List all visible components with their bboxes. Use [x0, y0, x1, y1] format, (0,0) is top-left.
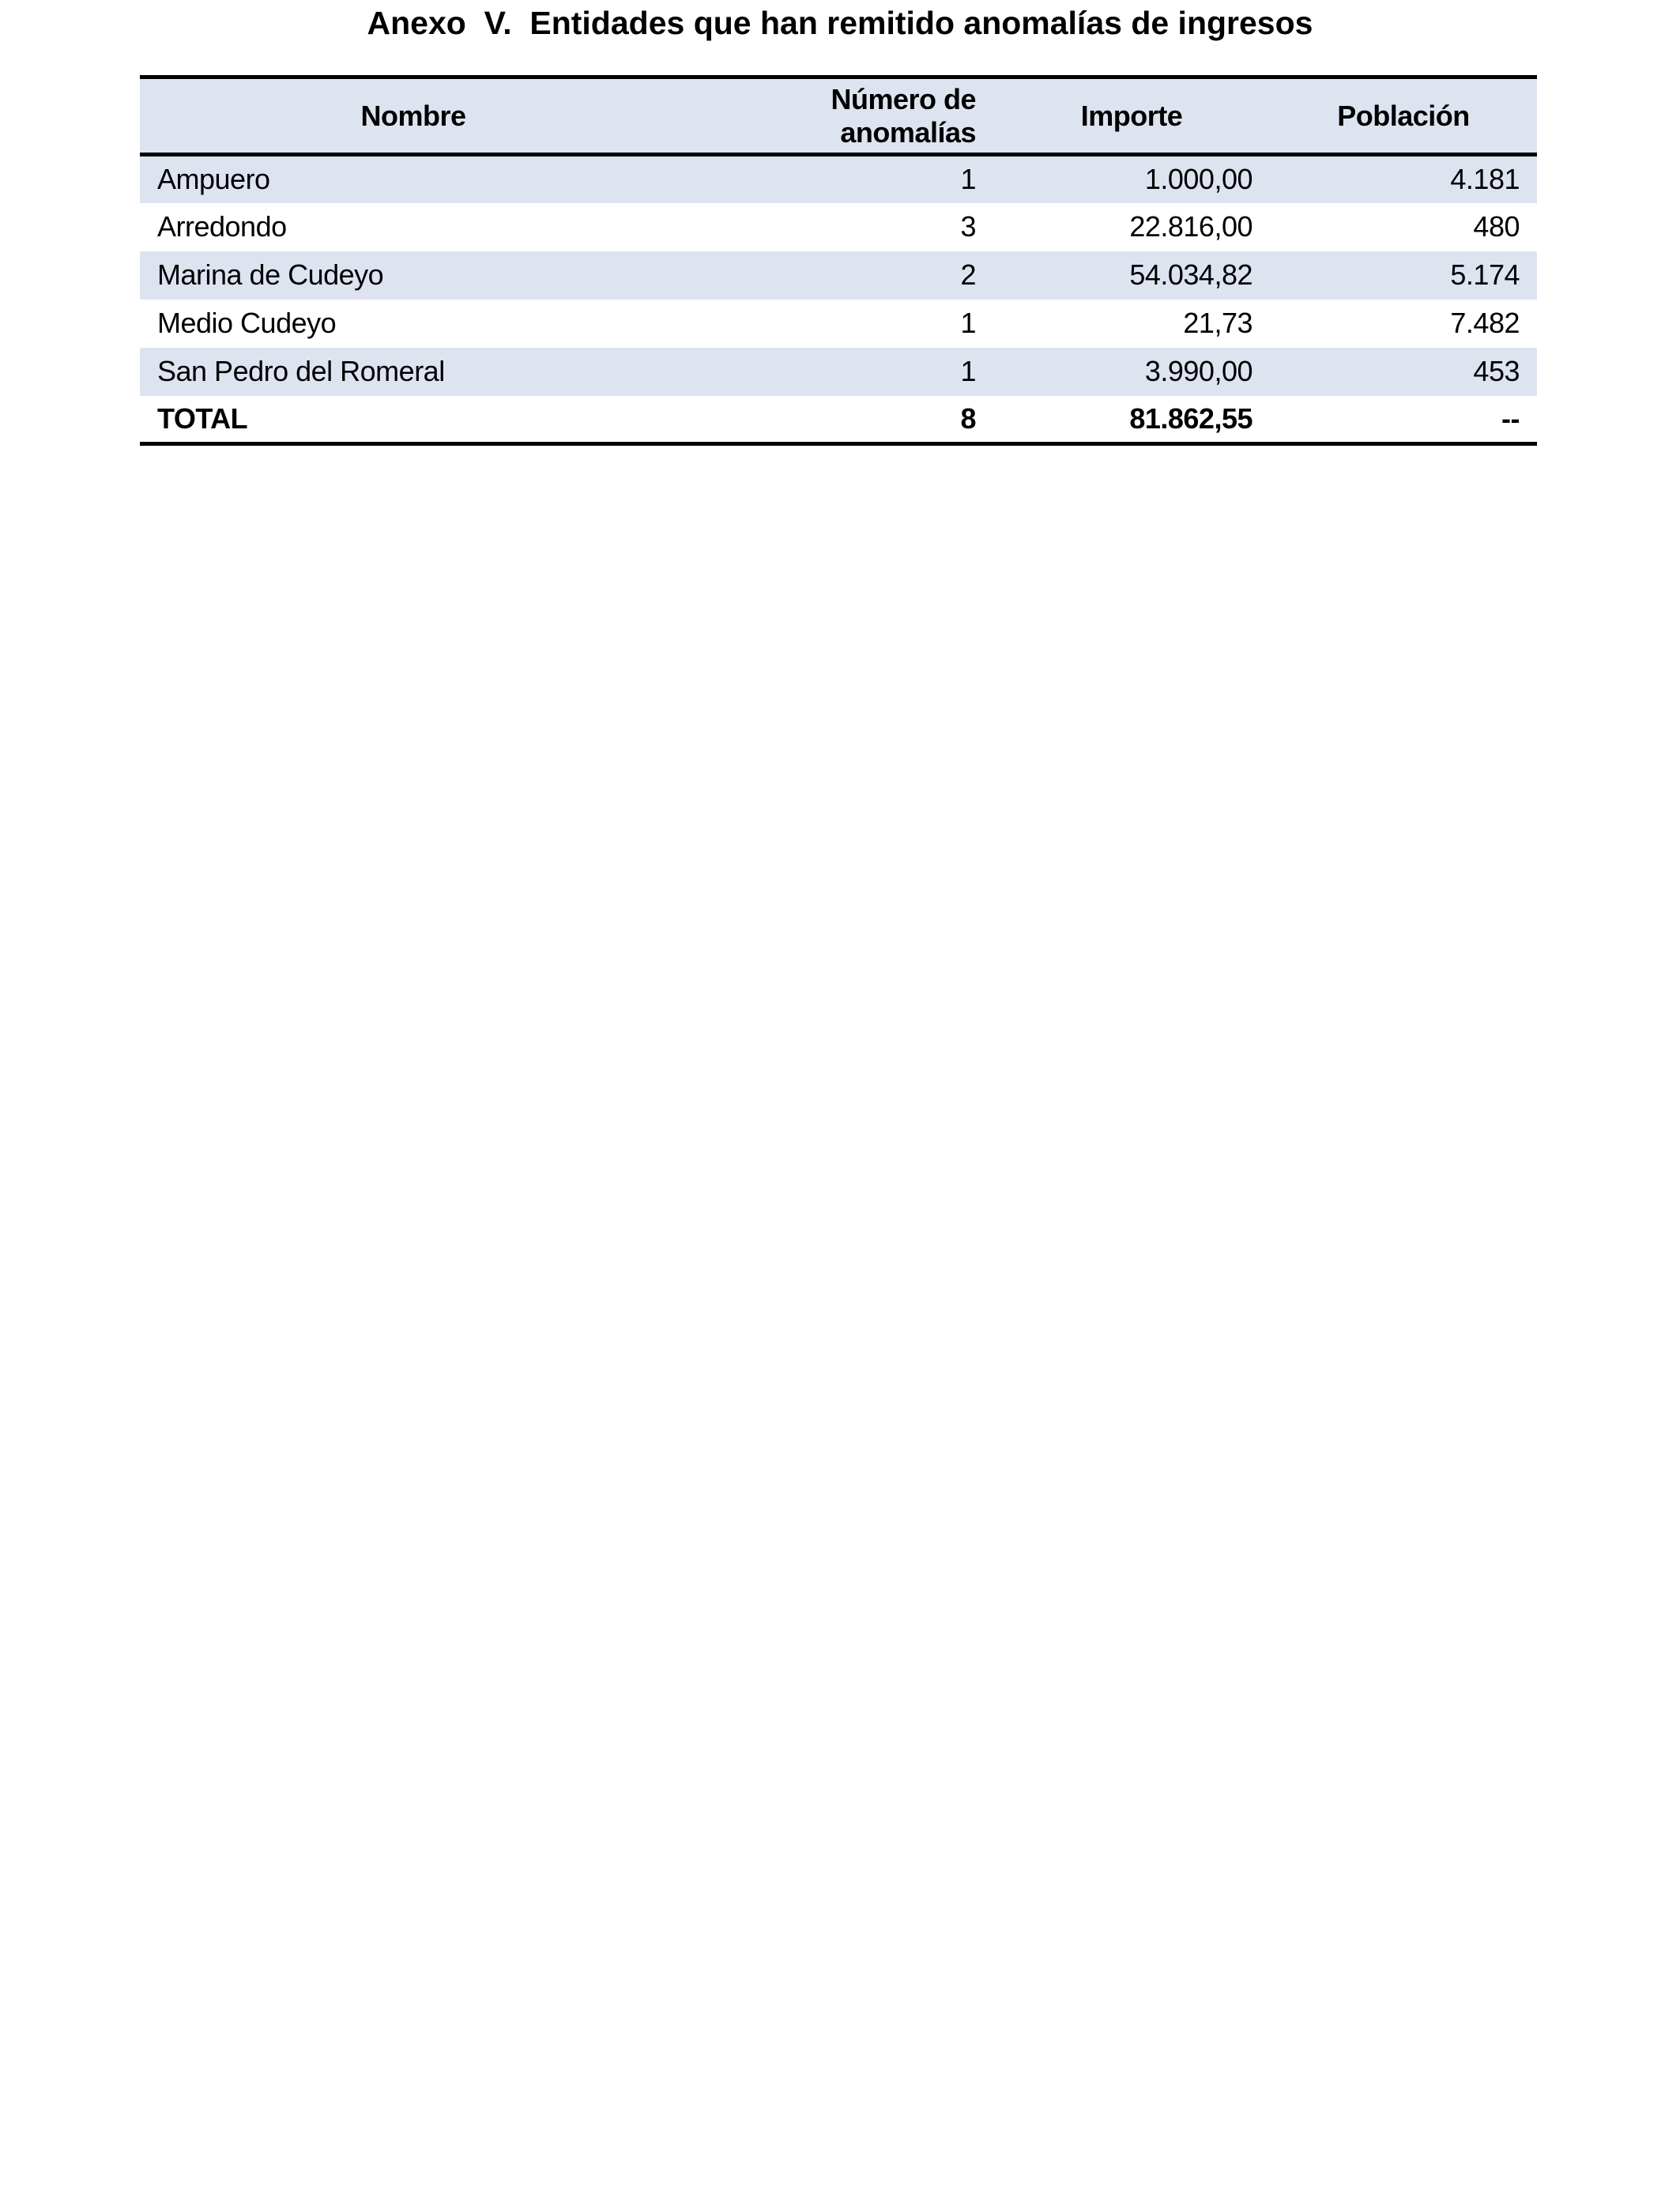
- cell-population: 7.482: [1450, 307, 1520, 339]
- table-row: [140, 203, 1537, 251]
- column-header-population: Población: [1270, 77, 1537, 155]
- cell-name: Marina de Cudeyo: [157, 258, 384, 291]
- cell-count: 3: [960, 210, 976, 243]
- table-row: [140, 155, 1537, 203]
- column-header-name: Nombre: [140, 77, 687, 155]
- table-row: [140, 251, 1537, 300]
- anomalies-table: [140, 75, 1537, 446]
- total-amount: 81.862,55: [993, 396, 1270, 444]
- cell-name: Medio Cudeyo: [157, 307, 337, 339]
- column-header-count: Número de anomalías: [687, 77, 993, 155]
- table-header-row: [140, 77, 1537, 155]
- cell-amount: 3.990,00: [1144, 355, 1252, 387]
- total-count: 8: [687, 396, 993, 444]
- table-row: [140, 348, 1537, 396]
- cell-population: 5.174: [1450, 258, 1520, 291]
- cell-count: 1: [960, 307, 976, 339]
- cell-name: Arredondo: [157, 210, 287, 243]
- cell-population: 4.181: [1450, 163, 1520, 196]
- cell-amount: 21,73: [1183, 307, 1252, 339]
- cell-count: 1: [960, 163, 976, 196]
- cell-count: 2: [960, 258, 976, 291]
- cell-count: 1: [960, 355, 976, 387]
- column-header-amount: Importe: [993, 77, 1270, 155]
- cell-population: 453: [1473, 355, 1520, 387]
- total-population: --: [1270, 396, 1537, 444]
- cell-amount: 1.000,00: [1144, 163, 1252, 196]
- cell-population: 480: [1473, 210, 1520, 243]
- cell-amount: 54.034,82: [1129, 258, 1252, 291]
- table-row: [140, 300, 1537, 348]
- anomalies-table-container: [140, 75, 1537, 446]
- page-title: Anexo V. Entidades que han remitido anomalías de ingresos: [367, 5, 1313, 41]
- cell-name: San Pedro del Romeral: [157, 355, 445, 387]
- cell-name: Ampuero: [157, 163, 270, 196]
- total-label: TOTAL: [140, 396, 687, 444]
- cell-amount: 22.816,00: [1129, 210, 1252, 243]
- table-total-row: [140, 396, 1537, 444]
